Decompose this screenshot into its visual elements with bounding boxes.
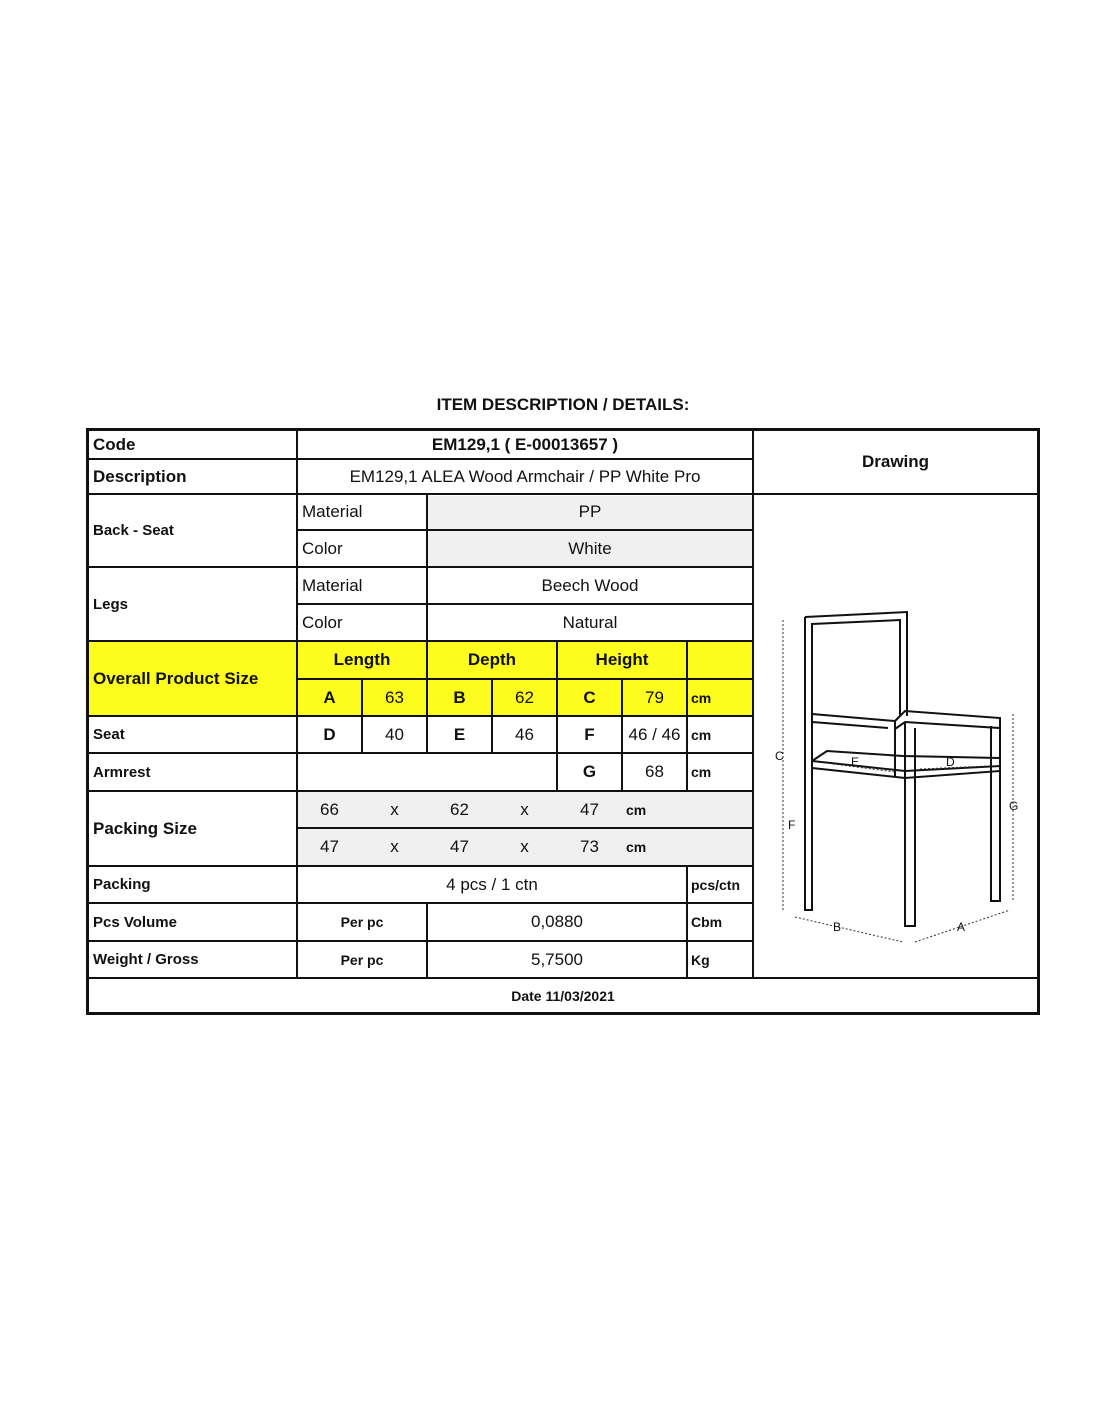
weight-unit: Kg: [691, 951, 710, 968]
length-header: Length: [333, 650, 391, 669]
dim-c-letter: C: [583, 687, 596, 707]
packing-row2-x1: x: [390, 837, 399, 856]
drawing-letter-e: E: [851, 755, 860, 769]
page-title: ITEM DESCRIPTION / DETAILS:: [436, 395, 690, 414]
drawing-letter-c: C: [775, 749, 784, 763]
overall-unit: cm: [691, 689, 712, 706]
packing-value: 4 pcs / 1 ctn: [446, 874, 538, 894]
packing-row1-width: 62: [450, 799, 469, 819]
packing-size-label: Packing Size: [93, 818, 197, 838]
seat-label: Seat: [93, 726, 125, 743]
legs-material-label: Material: [302, 575, 363, 595]
weight-value: 5,7500: [531, 949, 583, 969]
chair-drawing-svg: [755, 496, 1043, 978]
code-label: Code: [93, 434, 136, 454]
weight-label: Weight / Gross: [93, 951, 199, 968]
packing-row2-x2: x: [520, 837, 529, 856]
packing-unit: pcs/ctn: [691, 876, 741, 893]
dim-c-value: 79: [645, 687, 664, 707]
drawing-letter-b: B: [833, 920, 842, 934]
packing-row2-width: 47: [450, 837, 469, 856]
dim-e-letter: E: [453, 724, 466, 744]
packing-row2-unit: cm: [626, 839, 647, 855]
dim-a-letter: A: [323, 687, 336, 707]
drawing-letter-f: F: [788, 818, 796, 832]
packing-row1-x2: x: [520, 799, 529, 819]
packing-row1-x1: x: [390, 799, 399, 819]
packing-row2-height: 73: [580, 837, 599, 856]
drawing-label: Drawing: [861, 452, 930, 471]
pcs-volume-unit: Cbm: [691, 914, 723, 930]
pcs-volume-label: Pcs Volume: [93, 913, 177, 931]
dim-a-value: 63: [385, 687, 404, 707]
dim-g-letter: G: [582, 762, 597, 781]
dim-b-letter: B: [453, 687, 466, 707]
date-footer: Date 11/03/2021: [511, 987, 615, 1004]
legs-color-label: Color: [302, 612, 343, 632]
back-seat-material-label: Material: [302, 502, 363, 521]
drawing-letter-d: D: [946, 755, 955, 769]
packing-row1-unit: cm: [626, 801, 647, 818]
dim-e-value: 46: [515, 724, 534, 744]
pcs-volume-value: 0,0880: [531, 912, 583, 931]
packing-row2-length: 47: [320, 837, 339, 856]
legs-label: Legs: [93, 595, 129, 613]
depth-header: Depth: [467, 650, 517, 669]
pcs-volume-per: Per pc: [340, 914, 384, 930]
dim-f-value: 46 / 46: [628, 724, 681, 744]
armrest-unit: cm: [691, 764, 712, 780]
armrest-label: Armrest: [93, 763, 151, 781]
description-label: Description: [93, 466, 187, 486]
dim-d-value: 40: [385, 724, 404, 744]
packing-row1-height: 47: [580, 799, 599, 819]
chair-drawing: [755, 496, 1043, 978]
back-seat-color-label: Color: [302, 538, 343, 558]
back-seat-label: Back - Seat: [93, 522, 174, 539]
dim-g-value: 68: [645, 762, 664, 781]
code-value: EM129,1 ( E-00013657 ): [431, 434, 619, 454]
seat-unit: cm: [691, 726, 712, 743]
back-seat-color: White: [568, 538, 612, 558]
description-value: EM129,1 ALEA Wood Armchair / PP White Pro: [349, 466, 701, 486]
height-header: Height: [595, 650, 649, 669]
dim-b-value: 62: [515, 687, 534, 707]
grid-line: [752, 431, 754, 977]
spec-table: [86, 428, 1040, 1015]
weight-per: Per pc: [340, 951, 384, 968]
packing-row1-length: 66: [320, 799, 339, 819]
packing-label: Packing: [93, 876, 151, 893]
dim-f-letter: F: [584, 724, 595, 744]
drawing-letter-a: A: [957, 920, 966, 934]
legs-material: Beech Wood: [541, 575, 639, 595]
overall-size-label: Overall Product Size: [93, 668, 259, 688]
legs-color: Natural: [562, 612, 618, 632]
dim-d-letter: D: [323, 724, 336, 744]
back-seat-material: PP: [578, 502, 602, 521]
drawing-letter-g: G: [1009, 799, 1019, 813]
